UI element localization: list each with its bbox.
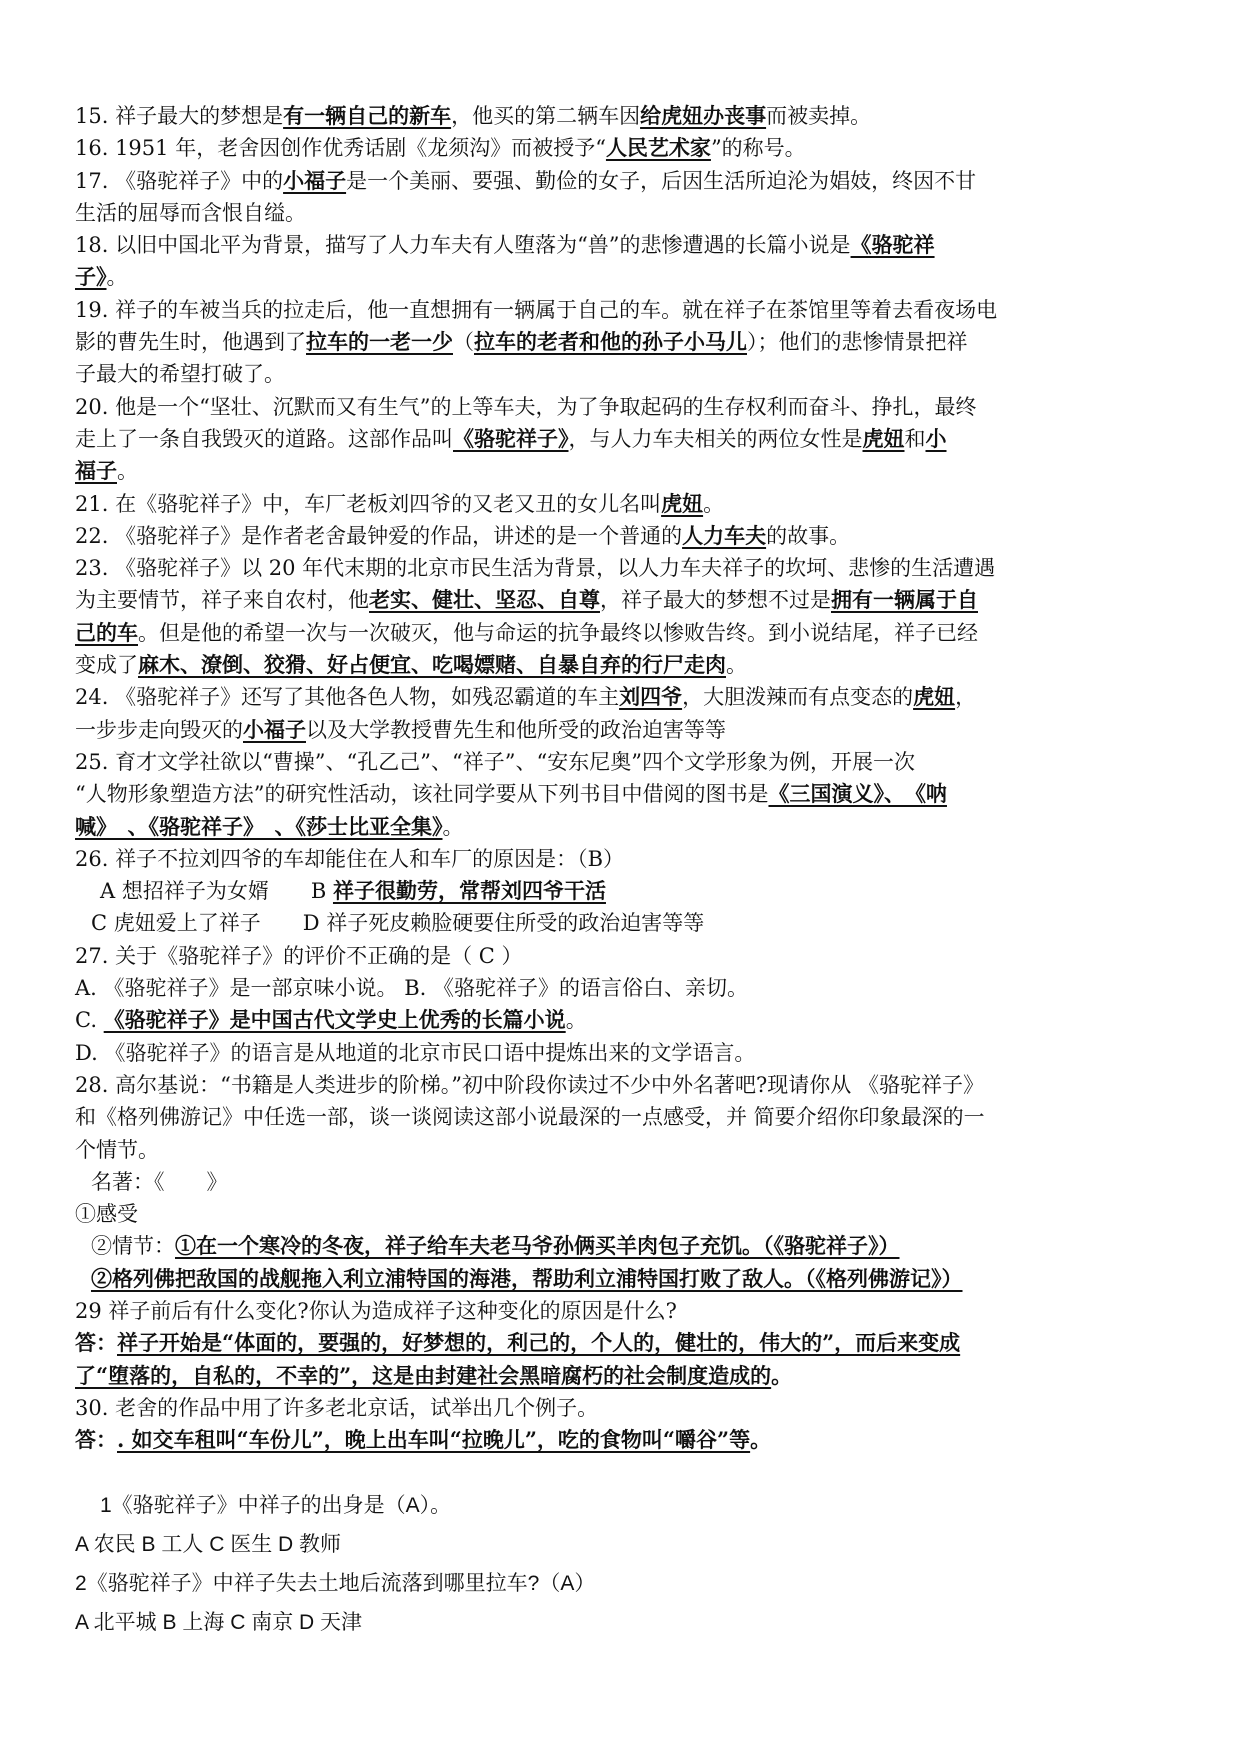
answer-blank: 拉车的一老一少 — [306, 329, 453, 355]
question-25-cont: “人物形象塑造方法”的研究性活动，该社同学要从下列书目中借阅的图书是《三国演义》、 《呐 — [75, 781, 947, 807]
question-26: 26. 祥子不拉刘四爷的车却能住在人和车厂的原因是：（B） — [75, 846, 625, 871]
question-17: 17. 《骆驼祥子》中的小福子是一个美丽、要强、勤俭的女子，后因生活所迫沦为娼妓，终因不甘 — [75, 167, 977, 193]
answer-blank: 子》 — [75, 264, 107, 290]
answer-blank: 己的车 — [75, 619, 138, 645]
question-20-cont: 福子。 — [75, 458, 138, 484]
answer-blank: 祥子很勤劳，常帮刘四爷干活 — [332, 878, 606, 904]
document-page — [75, 100, 1185, 1642]
question-25: 25. 育才文学社欲以“曹操”、“孔乙己”、“祥子”、“安东尼奥”四个文学形象为例，开展一次 — [75, 749, 915, 774]
mc-options-2: A 北平城 B 上海 C 南京 D 天津 — [75, 1611, 363, 1635]
answer-blank: 虎妞 — [661, 490, 704, 516]
question-19: 19. 祥子的车被当兵的拉走后，他一直想拥有一辆属于自己的车。就在祥子在茶馆里等着去看夜场电 — [75, 297, 998, 322]
question-28-feeling: ①感受 — [75, 1202, 138, 1227]
question-28-cont: 个情节。 — [75, 1137, 159, 1162]
answer-blank: 祥子开始是“体面的，要强的，好梦想的，利己的，个人的，健壮的，伟大的”，而后来变成 — [117, 1330, 961, 1356]
question-26-options: A 想招祥子为女婿 B 祥子很勤劳，常帮刘四爷干活 — [100, 878, 606, 904]
answer-blank: 小福子 — [243, 716, 306, 742]
spacer — [75, 1456, 1185, 1486]
mc-question-1: 1《骆驼祥子》中祥子的出身是（A）。 — [100, 1494, 452, 1518]
question-30-answer: 答：. 如交车租叫“车份儿”，晚上出车叫“拉晚儿”，吃的食物叫“嚼谷”等。 — [75, 1427, 772, 1453]
answer-blank: 老实、健壮、坚忍、自尊 — [369, 587, 600, 613]
answer-blank: 人力车夫 — [682, 522, 767, 548]
question-28-book: 名著：《 》 — [91, 1169, 228, 1194]
question-23-cont: 变成了麻木、潦倒、狡猾、好占便宜、吃喝嫖赌、自暴自弃的行尸走肉。 — [75, 652, 747, 678]
question-23-cont: 为主要情节，祥子来自农村，他老实、健壮、坚忍、自尊，祥子最大的梦想不过是拥有一辆属于自 — [75, 587, 978, 613]
answer-blank: ②格列佛把敌国的战舰拖入利立浦特国的海港，帮助利立浦特国打败了敌人。（《格列佛游记》） — [91, 1265, 963, 1291]
question-25-cont: 喊》 、《骆驼祥子》 、《莎士比亚全集》。 — [75, 813, 464, 839]
question-29: 29 祥子前后有什么变化?你认为造成祥子这种变化的原因是什么? — [75, 1298, 677, 1323]
question-19-cont: 影的曹先生时，他遇到了拉车的一老一少（拉车的老者和他的孙子小马儿）；他们的悲惨情景把祥 — [75, 329, 968, 355]
question-18-cont: 子》。 — [75, 264, 128, 290]
question-27-option: A. 《骆驼祥子》是一部京味小说。 B. 《骆驼祥子》的语言俗白、亲切。 — [75, 976, 748, 1001]
answer-blank: 《骆驼祥子》 — [453, 425, 569, 451]
answer-blank: 麻木、潦倒、狡猾、好占便宜、吃喝嫖赌、自暴自弃的行尸走肉 — [138, 652, 726, 678]
question-30: 30. 老舍的作品中用了许多老北京话，试举出几个例子。 — [75, 1395, 599, 1420]
question-29-answer: 了“堕落的，自私的，不幸的”，这是由封建社会黑暗腐朽的社会制度造成的。 — [75, 1362, 793, 1388]
question-16: 16. 1951 年，老舍因创作优秀话剧《龙须沟》而被授予“人民艺术家”的称号。 — [75, 135, 806, 161]
answer-blank: 人民艺术家 — [605, 135, 711, 161]
mc-question-2: 2《骆驼祥子》中祥子失去土地后流落到哪里拉车?（A） — [75, 1572, 596, 1596]
question-26-options: C 虎妞爱上了祥子 D 祥子死皮赖脸硬要住所受的政治迫害等等 — [91, 911, 705, 936]
question-19-cont: 子最大的希望打破了。 — [75, 362, 285, 387]
question-28: 28. 高尔基说：“书籍是人类进步的阶梯。”初中阶段你读过不少中外名著吧?现请你从 《骆驼祥子》 — [75, 1072, 984, 1097]
question-23: 23. 《骆驼祥子》以 20 年代末期的北京市民生活为背景，以人力车夫祥子的坎坷、悲惨的生活遭遇 — [75, 556, 996, 581]
answer-blank: 了“堕落的，自私的，不幸的”，这是由封建社会黑暗腐朽的社会制度造成的 — [75, 1362, 772, 1388]
question-17-cont: 生活的屈辱而含恨自缢。 — [75, 200, 306, 225]
question-27-option: D. 《骆驼祥子》的语言是从地道的北京市民口语中提炼出来的文学语言。 — [75, 1040, 756, 1065]
question-20: 20. 他是一个“坚壮、沉默而又有生气”的上等车夫，为了争取起码的生存权利而奋斗、挣扎，最终 — [75, 394, 977, 419]
question-23-cont: 己的车。但是他的希望一次与一次破灭，他与命运的抗争最终以惨败告终。到小说结尾，祥子已经 — [75, 619, 978, 645]
question-28-plot: ②情节：①在一个寒冷的冬夜，祥子给车夫老马爷孙俩买羊肉包子充饥。（《骆驼祥子》） — [91, 1233, 900, 1259]
answer-blank: 喊》 、《骆驼祥子》 、《莎士比亚全集》 — [75, 813, 443, 839]
question-22: 22. 《骆驼祥子》是作者老舍最钟爱的作品，讲述的是一个普通的人力车夫的故事。 — [75, 522, 851, 548]
question-18: 18. 以旧中国北平为背景，描写了人力车夫有人堕落为“兽”的悲惨遭遇的长篇小说是《骆驼祥 — [75, 232, 935, 258]
question-24: 24. 《骆驼祥子》还写了其他各色人物，如残忍霸道的车主刘四爷，大胆泼辣而有点变态的虎妞， — [75, 684, 977, 710]
answer-blank: . 如交车租叫“车份儿”，晚上出车叫“拉晚儿”，吃的食物叫“嚼谷”等 — [117, 1427, 751, 1453]
answer-blank: 拥有一辆属于自 — [831, 587, 978, 613]
answer-blank: 刘四爷 — [619, 684, 683, 710]
answer-blank: 虎妞 — [862, 425, 905, 451]
answer-blank: 虎妞 — [913, 684, 956, 710]
answer-blank: 给虎妞办丧事 — [640, 103, 767, 128]
question-27: 27. 关于《骆驼祥子》的评价不正确的是（ C ） — [75, 943, 523, 968]
question-29-answer: 答：祥子开始是“体面的，要强的，好梦想的，利己的，个人的，健壮的，伟大的”，而后来变成 — [75, 1330, 961, 1356]
answer-blank: 小福子 — [283, 167, 347, 193]
question-27-option: C. 《骆驼祥子》是中国古代文学史上优秀的长篇小说。 — [75, 1007, 587, 1033]
mc-options-1: A 农民 B 工人 C 医生 D 教师 — [75, 1533, 342, 1557]
question-21: 21. 在《骆驼祥子》中，车厂老板刘四爷的又老又丑的女儿名叫虎妞。 — [75, 490, 725, 516]
answer-blank: ①在一个寒冷的冬夜，祥子给车夫老马爷孙俩买羊肉包子充饥。（《骆驼祥子》） — [175, 1233, 900, 1259]
multiple-choice-section — [75, 1486, 1185, 1642]
answer-blank: 《骆驼祥 — [850, 232, 935, 258]
answer-blank: 《骆驼祥子》是中国古代文学史上优秀的长篇小说 — [103, 1007, 566, 1033]
answer-blank: 拉车的老者和他的孙子小马儿 — [474, 329, 747, 355]
question-15: 15. 祥子最大的梦想是有一辆自己的新车，他买的第二辆车因给虎妞办丧事而被卖掉。 — [75, 103, 872, 128]
answer-blank: 《三国演义》、 《呐 — [768, 781, 947, 807]
answer-blank: 福子 — [75, 458, 117, 484]
answer-blank: 有一辆自己的新车 — [283, 103, 452, 128]
question-28-plot — [75, 1263, 1185, 1295]
answer-blank: 小 — [925, 425, 947, 451]
question-28-cont: 和《格列佛游记》中任选一部，谈一谈阅读这部小说最深的一点感受，并 简要介绍你印象最深的一 — [75, 1105, 985, 1130]
question-24-cont: 一步步走向毁灭的小福子以及大学教授曹先生和他所受的政治迫害等等 — [75, 716, 726, 742]
question-20-cont: 走上了一条自我毁灭的道路。这部作品叫《骆驼祥子》，与人力车夫相关的两位女性是虎妞和小 — [75, 425, 947, 451]
